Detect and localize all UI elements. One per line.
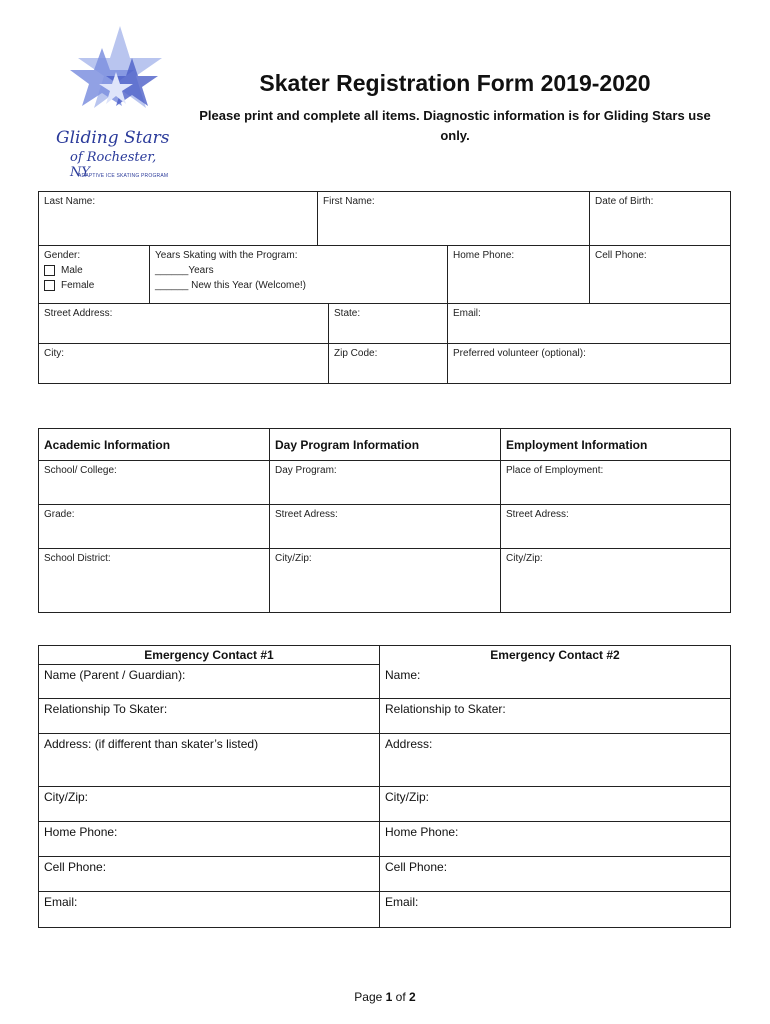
c2-cell-phone-label: Cell Phone: [385, 860, 448, 874]
c1-home-phone-label: Home Phone: [44, 825, 118, 839]
years-skating-field[interactable] [150, 246, 448, 304]
street-address-label: Street Address: [44, 308, 113, 319]
day-street-field[interactable] [270, 505, 501, 549]
employment-place-label: Place of Employment: [506, 465, 604, 476]
c2-city-field[interactable] [380, 787, 731, 822]
employment-city-field[interactable] [501, 549, 731, 613]
cell-phone-field[interactable] [590, 246, 731, 304]
day-program-field[interactable] [270, 461, 501, 505]
page-current: 1 [385, 990, 393, 1004]
c2-relationship-label: Relationship to Skater: [385, 702, 506, 716]
city-label: City: [44, 348, 64, 359]
emergency-contact-1-header: Emergency Contact #1 [39, 646, 380, 665]
city-field[interactable] [39, 344, 329, 384]
dob-label: Date of Birth: [595, 196, 654, 207]
c2-home-phone-field[interactable] [380, 822, 731, 857]
zip-field[interactable] [329, 344, 448, 384]
emergency-contacts-table [38, 645, 731, 928]
c1-relationship-label: Relationship To Skater: [44, 702, 168, 716]
grade-label: Grade: [44, 509, 75, 520]
day-program-header: Day Program Information [270, 429, 501, 461]
logo-line1: Gliding Stars [56, 128, 170, 148]
page-prefix: Page [354, 990, 386, 1004]
district-field[interactable] [39, 549, 270, 613]
c2-name-field[interactable] [380, 665, 731, 699]
volunteer-label: Preferred volunteer (optional): [453, 348, 586, 359]
grade-field[interactable] [39, 505, 270, 549]
employment-header: Employment Information [501, 429, 731, 461]
state-label: State: [334, 308, 361, 319]
c1-home-phone-field[interactable] [39, 822, 380, 857]
day-program-label: Day Program: [275, 465, 337, 476]
c1-relationship-field[interactable] [39, 699, 380, 734]
day-street-label: Street Adress: [275, 509, 338, 520]
c2-email-label: Email: [385, 895, 419, 909]
program-info-table [38, 428, 731, 613]
c2-relationship-field[interactable] [380, 699, 731, 734]
email-label: Email: [453, 308, 481, 319]
school-label: School/ College: [44, 465, 117, 476]
c1-email-field[interactable] [39, 892, 380, 928]
page-subtitle: Please print and complete all items. Diagnostic information is for Gliding Stars use only. [199, 108, 711, 143]
street-address-field[interactable] [39, 304, 329, 344]
c1-address-field[interactable] [39, 734, 380, 787]
c2-home-phone-label: Home Phone: [385, 825, 459, 839]
cell-phone-label: Cell Phone: [595, 250, 647, 261]
male-label: Male [61, 265, 83, 277]
page-total: 2 [409, 990, 416, 1004]
c2-email-field[interactable] [380, 892, 731, 928]
page-of: of [392, 990, 410, 1004]
logo-tagline: ADAPTIVE ICE SKATING PROGRAM [78, 173, 169, 179]
last-name-label: Last Name: [44, 196, 96, 207]
first-name-label: First Name: [323, 196, 375, 207]
c2-address-label: Address: [385, 737, 433, 751]
dob-field[interactable] [590, 192, 731, 246]
logo [50, 18, 180, 186]
employment-place-field[interactable] [501, 461, 731, 505]
female-label: Female [61, 280, 95, 292]
c1-name-label: Name (Parent / Guardian): [44, 668, 186, 682]
employment-street-label: Street Adress: [506, 509, 569, 520]
c2-address-field[interactable] [380, 734, 731, 787]
c1-cell-phone-label: Cell Phone: [44, 860, 107, 874]
c2-cell-phone-field[interactable] [380, 857, 731, 892]
years-skating-label: Years Skating with the Program: [155, 250, 298, 261]
logo-line2: of Rochester, NY [70, 150, 157, 180]
male-checkbox[interactable] [44, 265, 55, 276]
c2-city-label: City/Zip: [385, 790, 430, 804]
employment-city-label: City/Zip: [506, 553, 543, 564]
employment-street-field[interactable] [501, 505, 731, 549]
years-option: ______Years [155, 265, 214, 276]
zip-label: Zip Code: [334, 348, 378, 359]
c1-city-field[interactable] [39, 787, 380, 822]
day-city-field[interactable] [270, 549, 501, 613]
c1-city-label: City/Zip: [44, 790, 89, 804]
star-logo-icon [50, 18, 180, 138]
home-phone-label: Home Phone: [453, 250, 515, 261]
last-name-field[interactable] [39, 192, 318, 246]
female-checkbox[interactable] [44, 280, 55, 291]
gender-field [39, 246, 150, 304]
page-title: Skater Registration Form 2019-2020 [259, 70, 651, 96]
c1-name-field[interactable] [39, 665, 380, 699]
emergency-contact-2-header: Emergency Contact #2 [380, 646, 731, 665]
new-option: ______ New this Year (Welcome!) [155, 280, 307, 291]
school-field[interactable] [39, 461, 270, 505]
c1-email-label: Email: [44, 895, 78, 909]
c1-cell-phone-field[interactable] [39, 857, 380, 892]
district-label: School District: [44, 553, 111, 564]
first-name-field[interactable] [318, 192, 590, 246]
skater-info-table [38, 191, 731, 384]
academic-header: Academic Information [39, 429, 270, 461]
c2-name-label: Name: [385, 667, 421, 682]
c1-address-label: Address: (if different than skater’s listed) [44, 737, 259, 751]
gender-label: Gender: [44, 250, 81, 261]
home-phone-field[interactable] [448, 246, 590, 304]
volunteer-field[interactable] [448, 344, 731, 384]
state-field[interactable] [329, 304, 448, 344]
page-number [0, 990, 770, 1004]
day-city-label: City/Zip: [275, 553, 312, 564]
email-field[interactable] [448, 304, 731, 344]
